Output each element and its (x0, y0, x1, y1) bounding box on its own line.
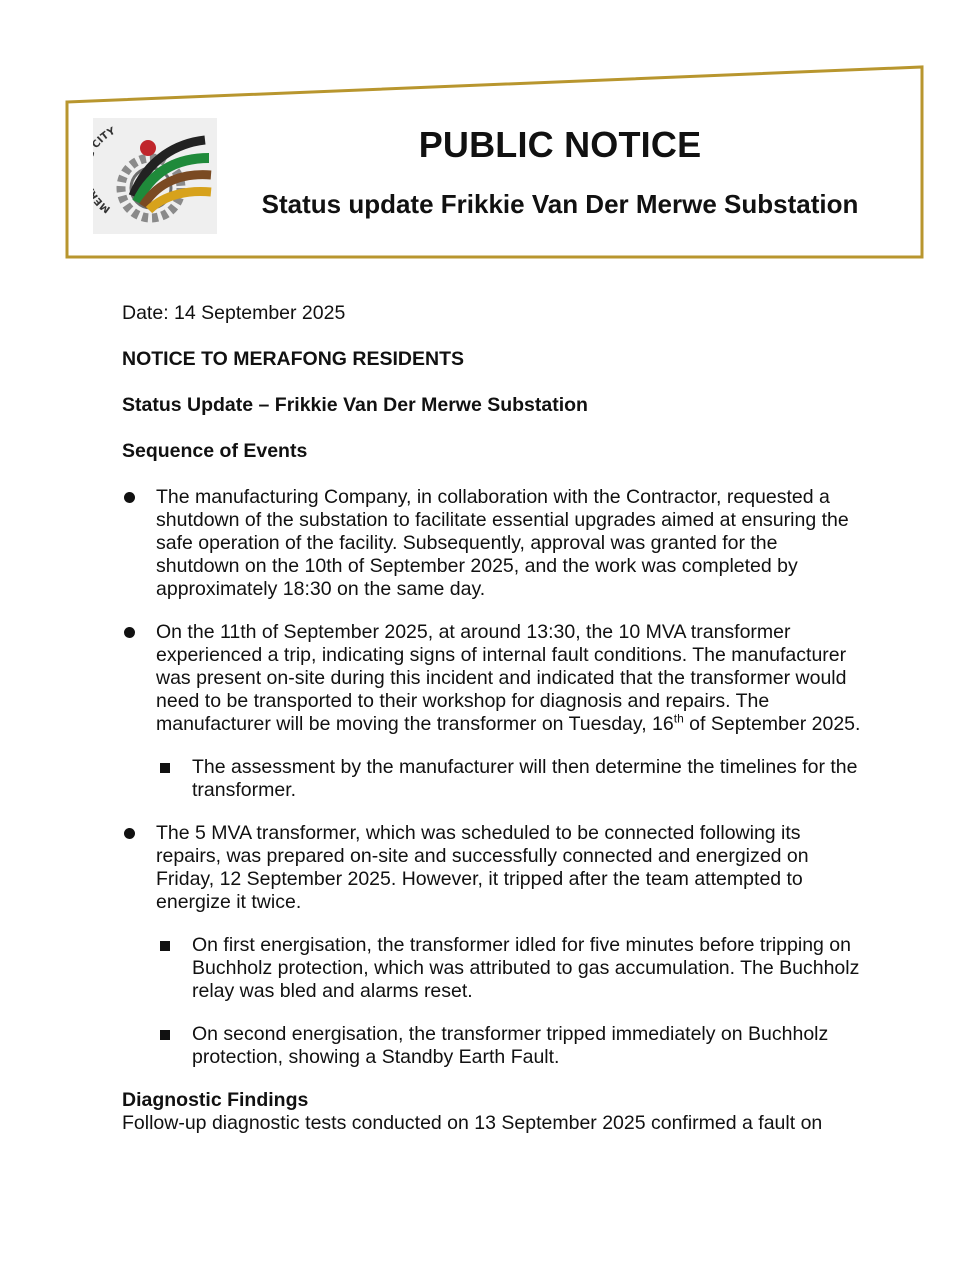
list-item (122, 486, 862, 601)
sequence-heading: Sequence of Events (122, 440, 308, 462)
bullet-icon (124, 828, 135, 839)
sub-list-item (122, 934, 862, 1003)
sub-bullet-text: The assessment by the manufacturer will then determine the timelines for the transformer. (192, 756, 858, 801)
notice-body (122, 302, 862, 1135)
bullet-icon (124, 627, 135, 638)
square-bullet-icon (160, 1030, 170, 1040)
notice-date: Date: 14 September 2025 (122, 302, 346, 324)
sub-bullet-text: On second energisation, the transformer tripped immediately on Buchholz protection, showing a Standby Earth Fault. (192, 1023, 829, 1068)
bullet-text: The 5 MVA transformer, which was scheduled to be connected following its repairs, was prepared on-site and successfully connected and energized on Friday, 12 September 2025. However, it tripped after the team attempted to energize it twice. (156, 822, 809, 913)
bullet-icon (124, 492, 135, 503)
bullet-text: On the 11th of September 2025, at around 13:30, the 10 MVA transformer experienced a trip, indicating signs of internal fault conditions. The manufacturer was present on-site during this incident and indicated that the transformer would need to be transported to their workshop for diagnosis and repairs. The manufacturer will be moving the transformer on Tuesday, 16th of September 2025. (156, 621, 861, 735)
sub-bullet-text: On first energisation, the transformer idled for five minutes before tripping on Buchholz protection, which was attributed to gas accumulation. The Buchholz relay was bled and alarms reset. (192, 934, 860, 1002)
bullet-text: The manufacturing Company, in collaboration with the Contractor, requested a shutdown of the substation to facilitate essential upgrades aimed at ensuring the safe operation of the facility. Subsequently, approval was granted for the shutdown on the 10th of September 2025, and the work was completed by approximately 18:30 on the same day. (156, 486, 849, 600)
diagnostic-heading: Diagnostic Findings (122, 1089, 309, 1111)
sub-list-item (122, 756, 862, 802)
diagnostic-text: Follow-up diagnostic tests conducted on 13 September 2025 confirmed a fault on (122, 1112, 823, 1134)
notice-subtitle: Status update Frikkie Van Der Merwe Substation (261, 189, 859, 219)
list-item (122, 621, 862, 736)
notice-to-heading: NOTICE TO MERAFONG RESIDENTS (122, 348, 464, 370)
status-update-heading: Status Update – Frikkie Van Der Merwe Substation (122, 394, 588, 416)
list-item (122, 822, 862, 914)
merafong-city-logo (93, 118, 217, 234)
square-bullet-icon (160, 763, 170, 773)
square-bullet-icon (160, 941, 170, 951)
svg-text:MERAFONG CITY: ME ITY (93, 125, 118, 215)
sub-list-item (122, 1023, 862, 1069)
notice-title: PUBLIC NOTICE (418, 124, 702, 165)
